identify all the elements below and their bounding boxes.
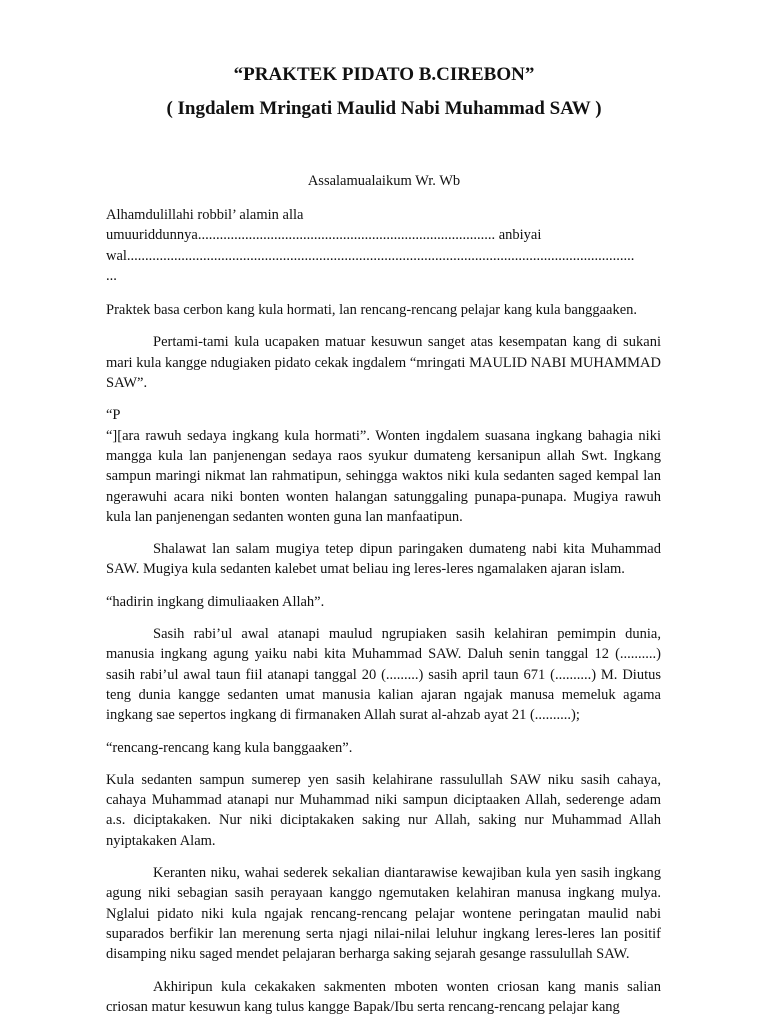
paragraph: “rencang-rencang kang kula banggaaken”. xyxy=(106,739,353,756)
opening-line: umuuriddunnya.................................................................................. anbiyai xyxy=(106,227,542,244)
paragraph: Kula sedanten sampun sumerep yen sasih kelahirane rassulullah SAW niku sasih cahaya, cahaya Muhammad atanapi nur Muhammad niki sampun diciptaaken Allah, sederenge adam a.s. diciptakaken. Nur niki diciptakaken saking nur Allah, saking nur Muhammad Allah nyiptakaken Alam. xyxy=(106,771,661,849)
paragraph: Akhiripun kula cekakaken sakmenten mboten wonten criosan kang manis salian criosan matur kesuwun kang tulus kangge Bapak/Ibu serta rencang-rencang pelajar kang xyxy=(106,978,661,1015)
paragraph: Praktek basa cerbon kang kula hormati, lan rencang-rencang pelajar kang kula banggaaken. xyxy=(106,302,638,319)
greeting: Assalamualaikum Wr. Wb xyxy=(307,173,461,189)
paragraph: “hadirin ingkang dimuliaaken Allah”. xyxy=(106,593,325,610)
document-subtitle: ( Ingdalem Mringati Maulid Nabi Muhammad SAW ) xyxy=(166,98,602,119)
document-body xyxy=(106,205,661,1017)
opening-prayer xyxy=(106,205,661,286)
paragraph: Sasih rabi’ul awal atanapi maulud ngrupiaken sasih kelahiran pemimpin dunia, manusia ingkang agung yaiku nabi kita Muhammad SAW. Daluh senin tanggal 12 (..........) sasih rabi’ul awal taun fiil atanapi tanggal 20 (.........) sasih april taun 671 (..........) M. Diutus teng dunia kangge sedanten umat manusia kalian ajaran ngajak manusa memeluk agama ingkang sae sepertos ingkang di firmanaken Allah surat al-ahzab ayat 21 (..........); xyxy=(106,626,661,724)
document-title: “PRAKTEK PIDATO B.CIREBON” xyxy=(233,64,535,85)
paragraph: “P xyxy=(106,407,121,424)
opening-line: Alhamdulillahi robbil’ alamin alla xyxy=(106,207,304,223)
paragraph: Shalawat lan salam mugiya tetep dipun paringaken dumateng nabi kita Muhammad SAW. Mugiya kula sedanten kalebet umat beliau ing leres-leres ngamalaken ajaran islam. xyxy=(106,541,661,578)
paragraph: Pertami-tami kula ucapaken matuar kesuwun sanget atas kesempatan kang di sukani mari kula kangge ndugiaken pidato cekak ingdalem “mringati MAULID NABI MUHAMMAD SAW”. xyxy=(106,334,661,392)
opening-line: wal............................................................................................................................................ xyxy=(106,247,635,264)
opening-line: ... xyxy=(106,267,117,284)
paragraph: Keranten niku, wahai sederek sekalian diantarawise kewajiban kula yen sasih ingkang agung niki sebagian sasih perayaan kanggo ngemutaken kelahiran manusa ingkang mulya. Nglalui pidato niki kula ngajak rencang-rencang pelajar wontene peringatan maulid nabi suparados berfikir lan merenung serta njagi nilai-nilai leluhur ingkang leres-leres lan positif disamping niku saged mendet pelajaran berharga saking sejarah gesange rassulullah SAW. xyxy=(106,865,661,963)
paragraph: “][ara rawuh sedaya ingkang kula hormati”. Wonten ingdalem suasana ingkang bahagia niki mangga kula lan panjenengan sedaya raos syukur dumateng kersanipun allah Swt. Ingkang sampun maringi nikmat lan rahmatipun, sehingga waktos niki kula sedanten saged kempal lan ngerawuhi acara niki bonten wonten halangan satunggaling punapa-punapa. Mugiya rawuh kula lan panjenengan sedanten wonten guna lan manfaatipun. xyxy=(106,427,661,525)
